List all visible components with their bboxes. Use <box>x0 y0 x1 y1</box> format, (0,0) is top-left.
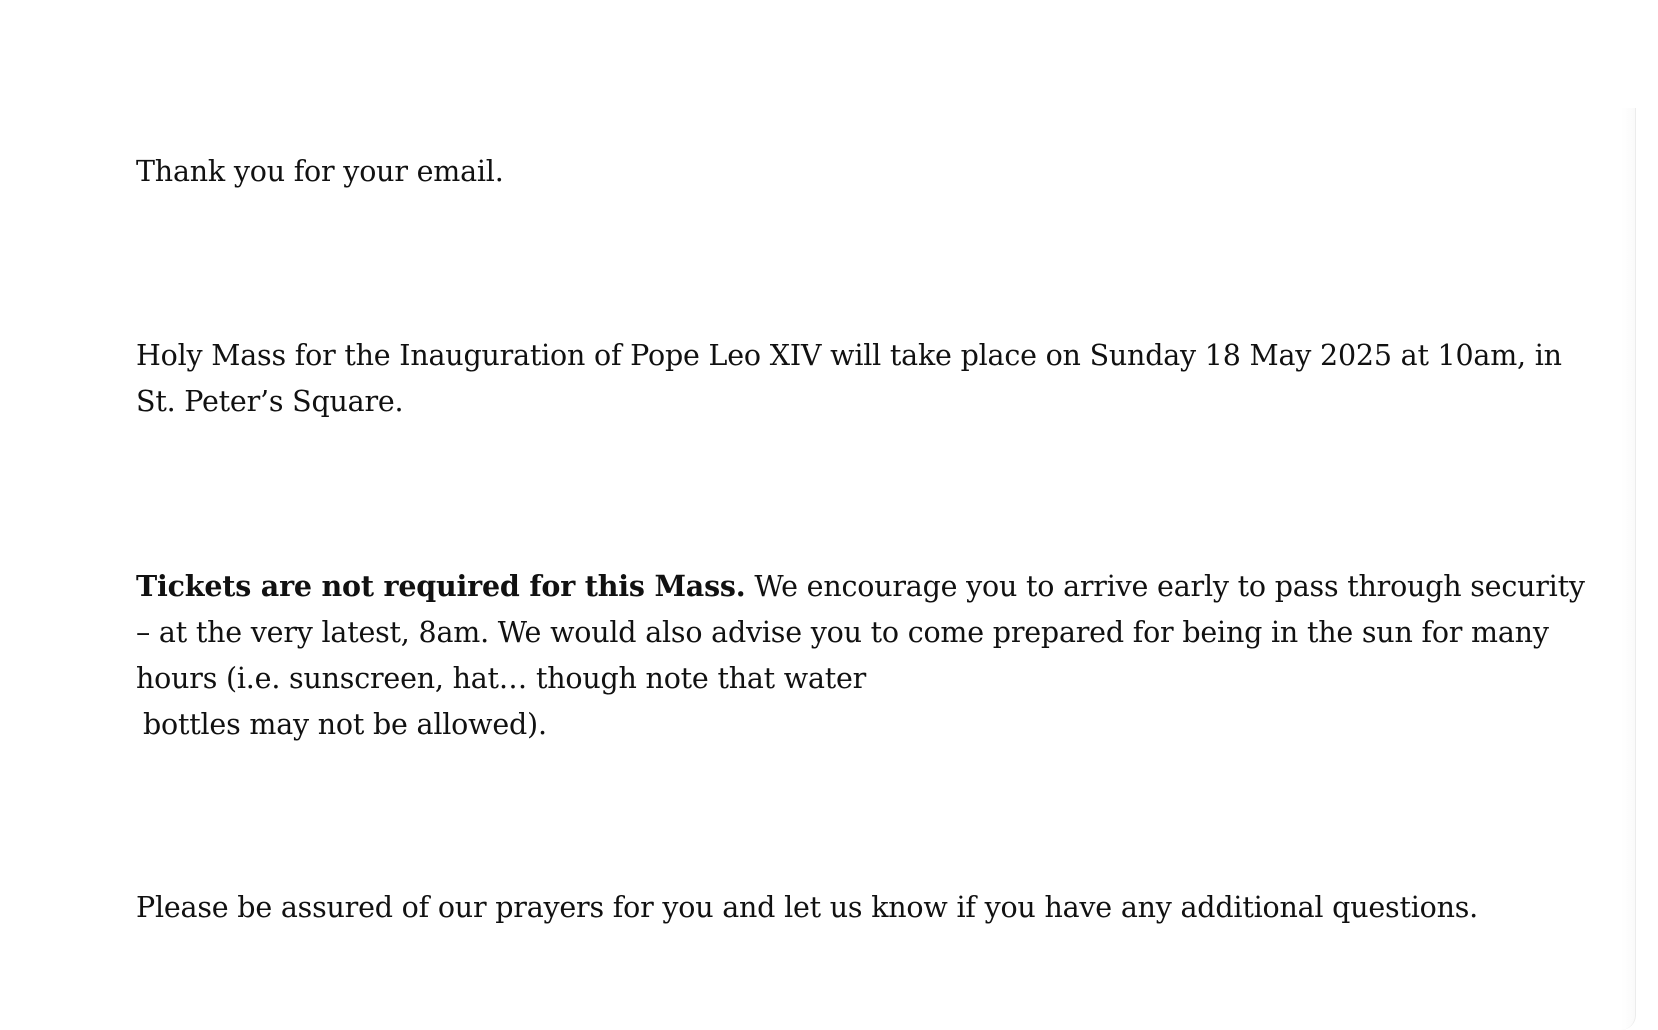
tickets-paragraph <box>136 563 1596 748</box>
event-info-paragraph: Holy Mass for the Inauguration of Pope Leo XIV will take place on Sunday 18 May 2025 at 10am, in St. Peter’s Square. <box>136 339 1562 418</box>
greeting-paragraph: Thank you for your email. <box>136 155 504 188</box>
tickets-notice-bold: Tickets are not required for this Mass. <box>136 569 746 603</box>
tickets-advice-tail: bottles may not be allowed). <box>143 708 547 741</box>
tickets-advice-text: We encourage you to arrive early to pass through security – at the very latest, 8am. We would also advise you to come prepared for being in the sun for many hours (i.e. sunscreen, hat… though note that water <box>136 570 1585 695</box>
closing-paragraph: Please be assured of our prayers for you and let us know if you have any additional questions. <box>136 891 1479 924</box>
message-card-edge <box>1621 108 1636 1030</box>
